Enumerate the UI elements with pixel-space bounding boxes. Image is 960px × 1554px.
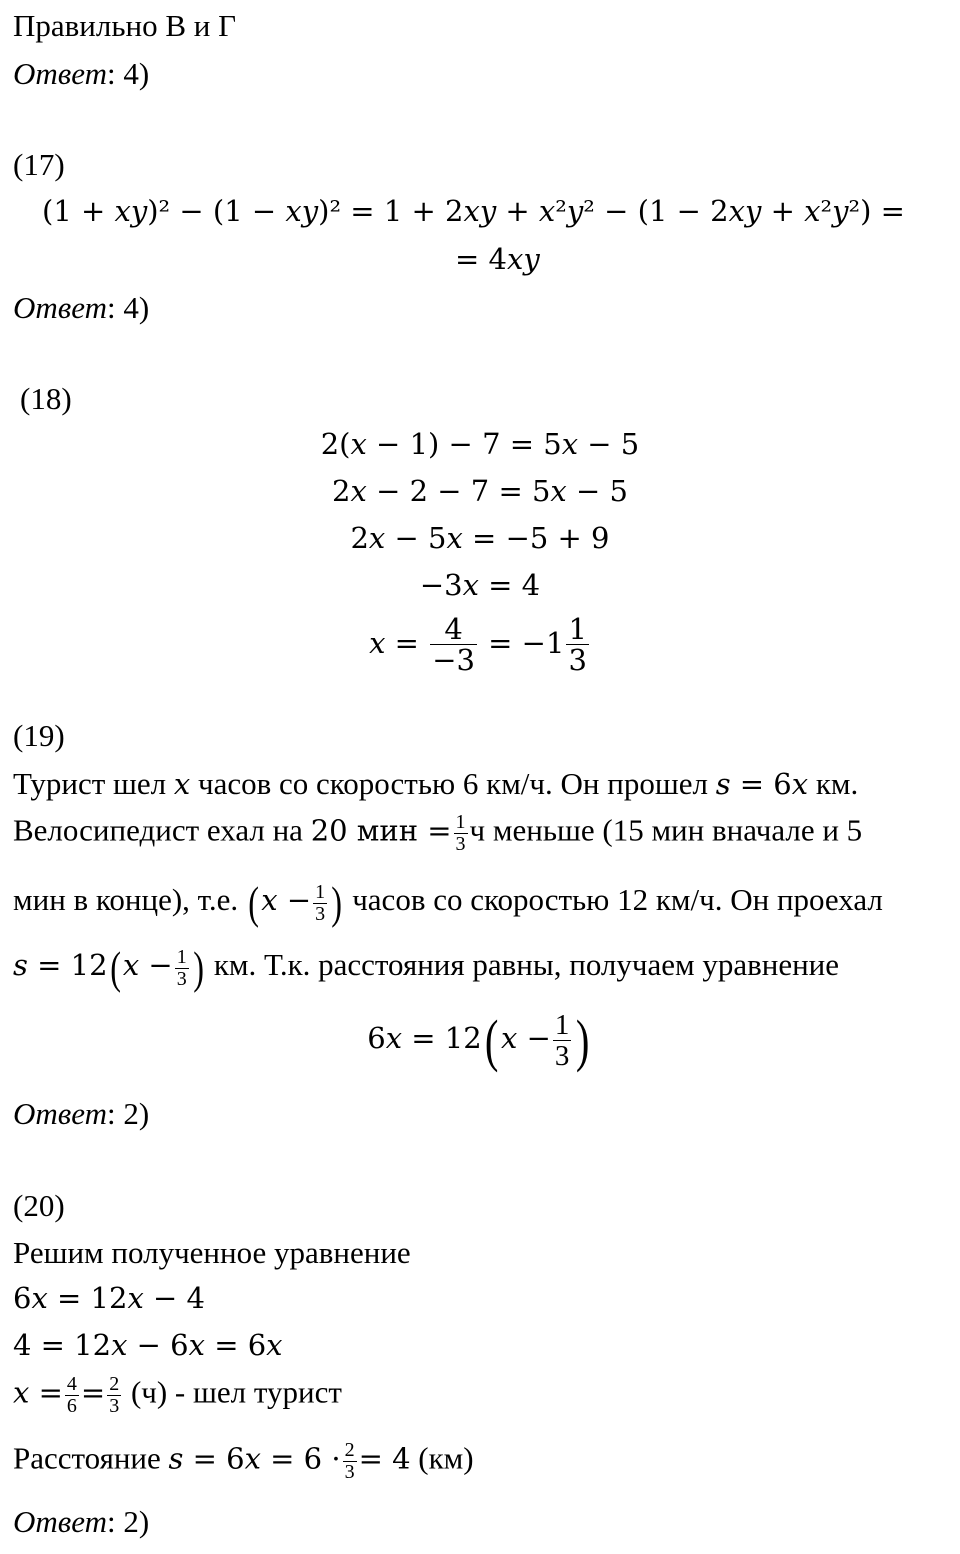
- answer-value: : 4): [106, 56, 150, 91]
- fraction: [343, 1440, 357, 1483]
- left-paren: (: [484, 1007, 499, 1073]
- problem-17-equation-line-1: (1 + 𝑥𝑦)² − (1 − 𝑥𝑦)² = 1 + 2𝑥𝑦 + 𝑥²𝑦² − (1 − 2𝑥𝑦 + 𝑥²𝑦²) =: [42, 194, 905, 228]
- problem-20-line-4: [13, 1374, 342, 1417]
- problem-18-eq-4: −3𝑥 = 4: [419, 568, 541, 602]
- answer-value: : 4): [106, 290, 150, 325]
- eq5-mid: = −1: [488, 625, 565, 660]
- fraction: [175, 947, 189, 990]
- answer-label: Ответ: [13, 290, 107, 325]
- problem-18-eq-2: 2𝑥 − 2 − 7 = 5𝑥 − 5: [332, 474, 628, 508]
- fraction: [313, 882, 327, 925]
- fraction-numerator: 1: [315, 880, 326, 903]
- answer-label: Ответ: [13, 1096, 107, 1131]
- answer-label: Ответ: [13, 56, 107, 91]
- math: 𝑠 = 12: [13, 948, 108, 983]
- fraction-numerator: 4: [430, 614, 477, 645]
- problem-19-number: (19): [13, 718, 65, 753]
- fraction-numerator: 1: [176, 945, 187, 968]
- fraction-denominator: 3: [455, 833, 466, 855]
- problem-19-line-3: [13, 877, 883, 928]
- eq5-lhs: 𝑥 =: [369, 625, 419, 660]
- answer-label: Ответ: [13, 1504, 107, 1539]
- text: мин в конце), т.е.: [13, 882, 246, 918]
- text: Турист шел: [13, 766, 174, 801]
- math: = 4: [358, 1441, 411, 1476]
- problem-20-answer: [13, 1504, 149, 1540]
- problem-20-line-2: 6𝑥 = 12𝑥 − 4: [13, 1281, 205, 1315]
- math: =: [80, 1375, 106, 1410]
- problem-18-eq-5: [0, 614, 960, 676]
- math: 𝑥 −: [501, 1021, 551, 1056]
- problem-19-answer: [13, 1096, 149, 1132]
- text: (км): [410, 1440, 474, 1476]
- problem-18-eq-1: 2(𝑥 − 1) − 7 = 5𝑥 − 5: [320, 427, 640, 461]
- math: 20 мин =: [310, 813, 452, 848]
- fraction: [65, 1374, 79, 1417]
- fraction: [107, 1374, 121, 1417]
- text: часов со скоростью 12 км/ч. Он проехал: [344, 882, 883, 918]
- math: 𝑥 −: [122, 948, 173, 983]
- problem-17-equation-line-2: = 4𝑥𝑦: [455, 242, 540, 276]
- problem-17-answer: [13, 290, 149, 326]
- fraction-denominator: 3: [109, 1395, 120, 1417]
- problem-19-line-2: [13, 812, 862, 855]
- right-paren: ): [331, 877, 343, 928]
- answer-value: : 2): [106, 1504, 150, 1539]
- fraction: [454, 812, 468, 855]
- fraction: [566, 614, 588, 676]
- math: 𝑥 =: [13, 1375, 63, 1410]
- fraction-denominator: −3: [432, 643, 475, 678]
- fraction-numerator: 2: [344, 1439, 355, 1461]
- math: 𝑥 −: [261, 883, 312, 918]
- intro-line: Правильно В и Г: [13, 8, 237, 43]
- fraction: [553, 1010, 572, 1072]
- problem-20-line-3: 4 = 12𝑥 − 6𝑥 = 6𝑥: [13, 1328, 283, 1362]
- problem-18-number: (18): [20, 381, 72, 416]
- fraction-denominator: 3: [176, 967, 187, 990]
- fraction-numerator: 1: [455, 811, 466, 833]
- text: км. Т.к. расстояния равны, получаем уравнение: [206, 947, 840, 983]
- math: 𝑠 = 6𝑥: [715, 767, 809, 801]
- left-paren: (: [109, 942, 121, 993]
- fraction-denominator: 3: [344, 1461, 355, 1483]
- math: 𝑥: [173, 767, 191, 801]
- problem-19-line-1: [13, 766, 858, 802]
- intro-answer: [13, 56, 149, 92]
- text: Велосипедист ехал на: [13, 812, 311, 848]
- fraction: [430, 614, 477, 676]
- text: (ч) - шел турист: [123, 1374, 342, 1410]
- fraction-denominator: 3: [554, 1040, 570, 1073]
- text: часов со скоростью 6 км/ч. Он прошел: [190, 766, 716, 801]
- left-paren: (: [248, 877, 259, 928]
- right-paren: ): [576, 1007, 590, 1073]
- text: км.: [808, 766, 859, 801]
- problem-17-number: (17): [13, 147, 65, 182]
- answer-value: : 2): [106, 1096, 150, 1131]
- math: 6𝑥 = 12: [367, 1021, 482, 1056]
- fraction-numerator: 1: [568, 612, 587, 646]
- problem-20-line-5: [13, 1440, 474, 1483]
- fraction-denominator: 3: [568, 643, 587, 678]
- problem-19-line-4: [13, 942, 840, 993]
- right-paren: ): [193, 942, 204, 993]
- problem-19-equation: [0, 1007, 960, 1073]
- fraction-numerator: 4: [66, 1373, 77, 1395]
- problem-18-eq-3: 2𝑥 − 5𝑥 = −5 + 9: [350, 521, 610, 555]
- problem-20-number: (20): [13, 1188, 65, 1223]
- fraction-numerator: 2: [109, 1373, 120, 1395]
- text: Расстояние: [13, 1440, 169, 1476]
- problem-20-line-1: Решим полученное уравнение: [13, 1235, 411, 1270]
- fraction-denominator: 6: [66, 1395, 77, 1417]
- text: ч меньше (15 мин вначале и 5: [469, 812, 863, 848]
- fraction-denominator: 3: [315, 902, 326, 925]
- fraction-numerator: 1: [554, 1009, 570, 1041]
- math: 𝑠 = 6𝑥 = 6 ·: [168, 1441, 341, 1476]
